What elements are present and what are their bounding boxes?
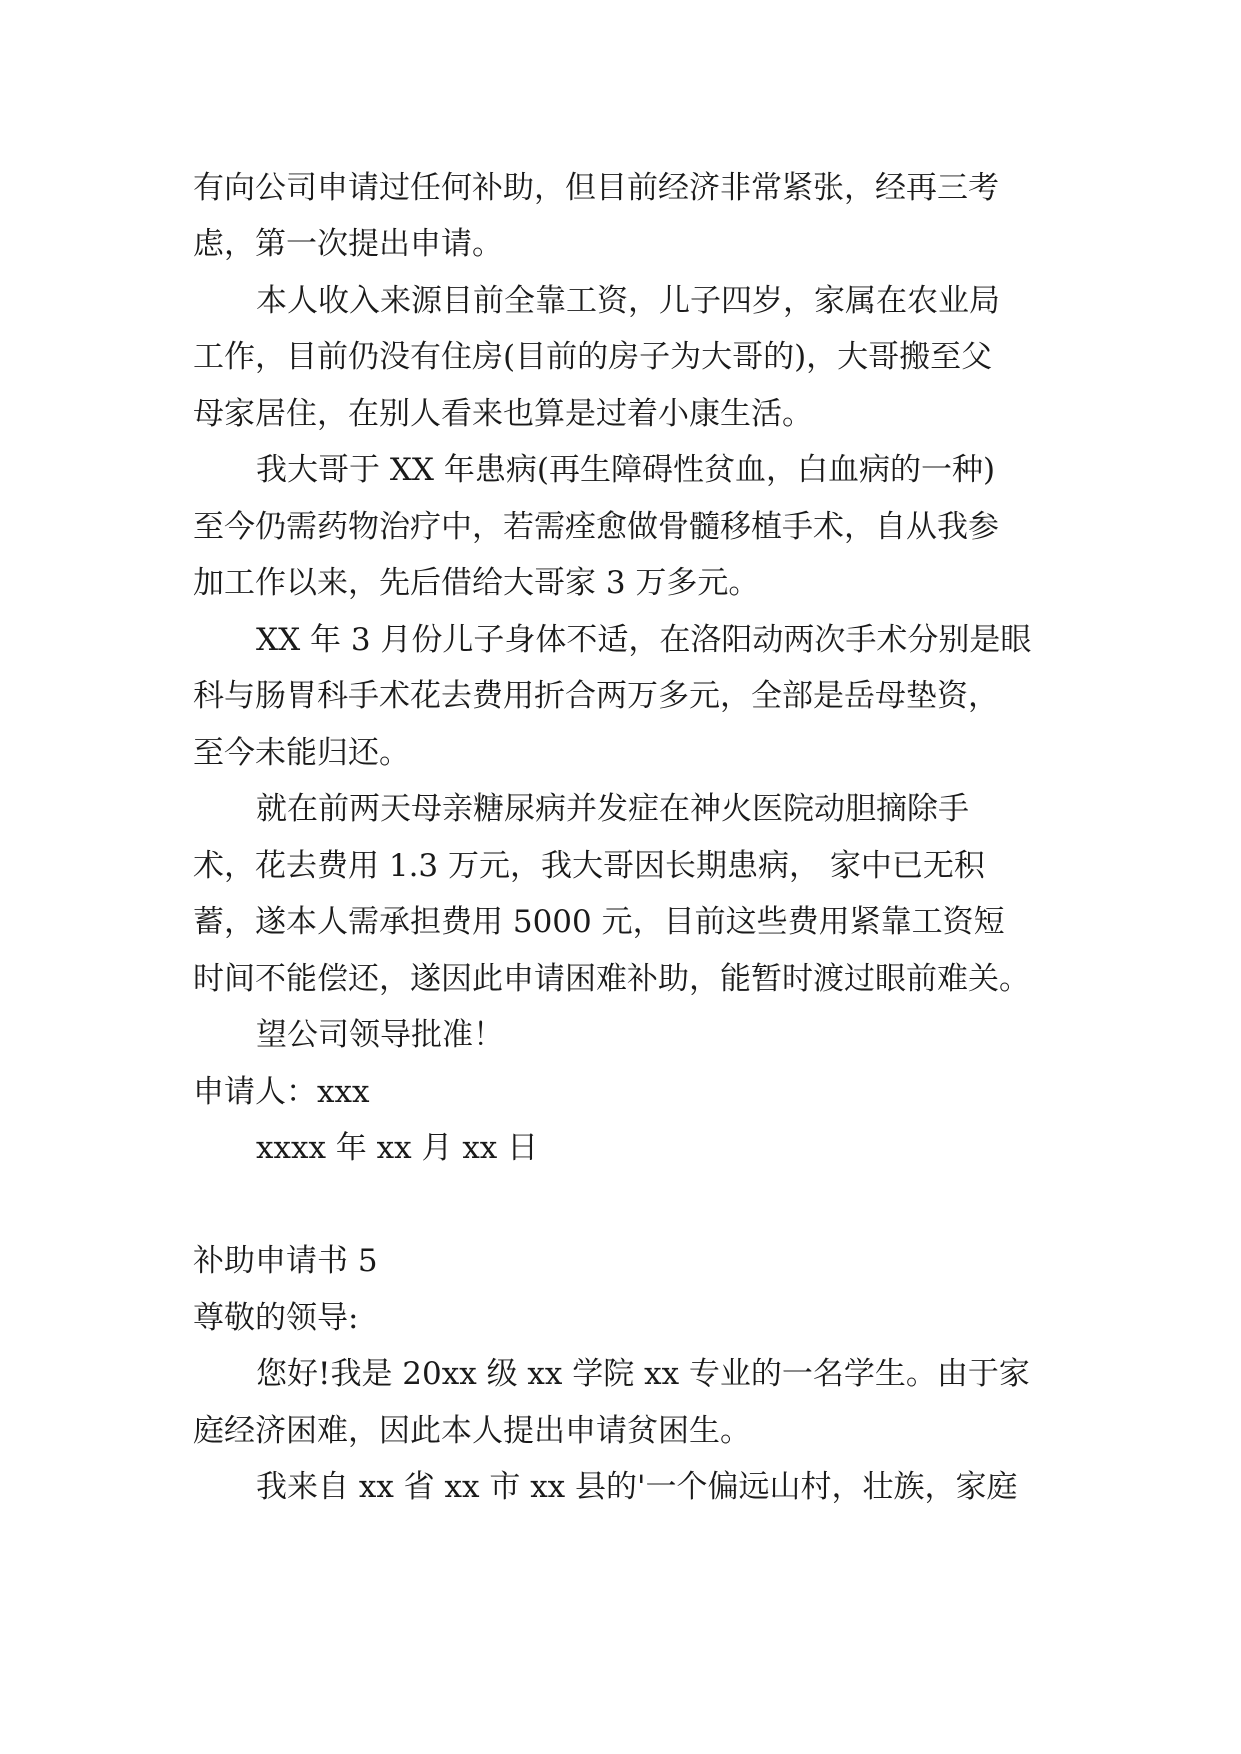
paragraph-start-line: XX 年 3 月份儿子身体不适，在洛阳动两次手术分别是眼 [256, 622, 1032, 658]
body-text-line: 至今仍需药物治疗中，若需痊愈做骨髓移植手术，自从我参 [193, 509, 999, 545]
body-text-line: 术，花去费用 1.3 万元，我大哥因长期患病， 家中已无积 [193, 848, 985, 884]
applicant-signature: 申请人：xxx [193, 1074, 370, 1110]
body-text-line: 时间不能偿还，遂因此申请困难补助，能暂时渡过眼前难关。 [193, 961, 1030, 997]
application-date: xxxx 年 xx 月 xx 日 [256, 1130, 539, 1166]
paragraph-start-line: 您好!我是 20xx 级 xx 学院 xx 专业的一名学生。由于家 [256, 1356, 1030, 1392]
section-heading: 补助申请书 5 [193, 1243, 378, 1279]
body-text-line: 至今未能归还。 [193, 735, 410, 771]
body-text-line: 工作，目前仍没有住房(目前的房子为大哥的)，大哥搬至父 [193, 339, 993, 375]
body-text-line: 虑，第一次提出申请。 [193, 226, 503, 262]
body-text-line: 母家居住，在别人看来也算是过着小康生活。 [193, 396, 813, 432]
body-text-line: 蓄，遂本人需承担费用 5000 元，目前这些费用紧靠工资短 [193, 904, 1005, 940]
paragraph-start-line: 我来自 xx 省 xx 市 xx 县的'一个偏远山村，壮族，家庭 [256, 1469, 1018, 1505]
salutation: 尊敬的领导: [193, 1300, 359, 1336]
body-text-line: 科与肠胃科手术花去费用折合两万多元，全部是岳母垫资， [193, 678, 999, 714]
closing-request-line: 望公司领导批准！ [256, 1017, 504, 1053]
body-text-line: 有向公司申请过任何补助，但目前经济非常紧张，经再三考 [193, 170, 999, 206]
paragraph-start-line: 我大哥于 XX 年患病(再生障碍性贫血，白血病的一种) [256, 452, 996, 488]
paragraph-start-line: 就在前两天母亲糖尿病并发症在神火医院动胆摘除手 [256, 791, 969, 827]
body-text-line: 庭经济困难，因此本人提出申请贫困生。 [193, 1413, 751, 1449]
paragraph-start-line: 本人收入来源目前全靠工资，儿子四岁，家属在农业局 [256, 283, 1000, 319]
body-text-line: 加工作以来，先后借给大哥家 3 万多元。 [193, 565, 760, 601]
